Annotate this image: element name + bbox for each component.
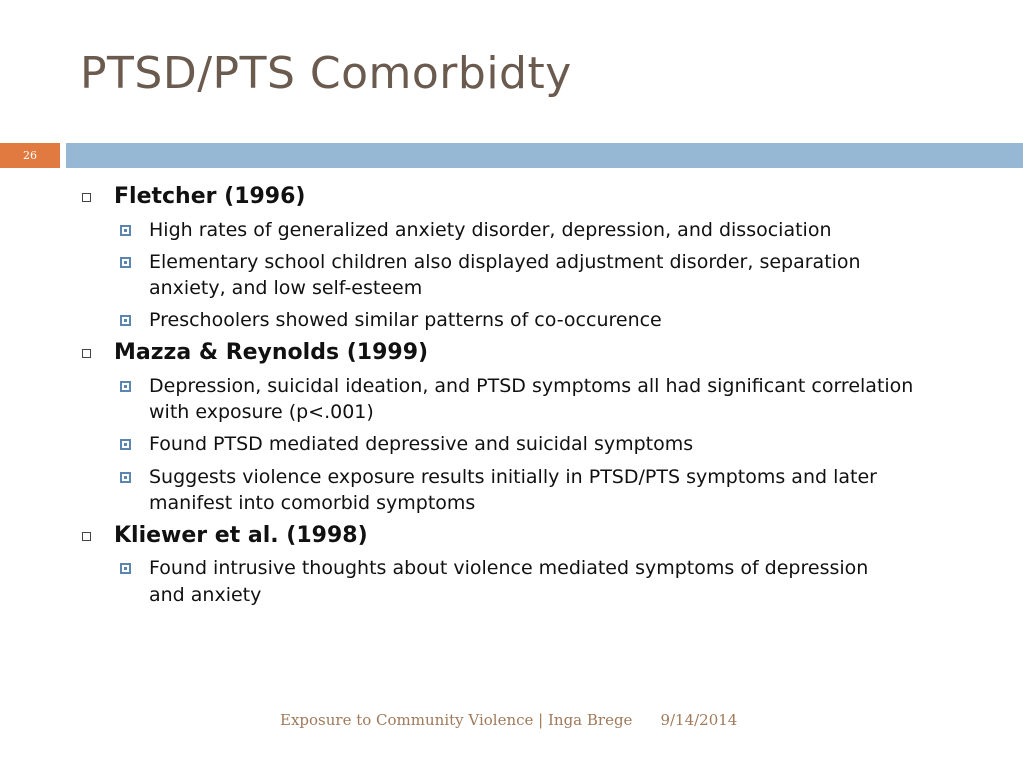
header-bar: [66, 143, 1023, 168]
footer-date: 9/14/2014: [660, 711, 738, 729]
footer-text: Exposure to Community Violence | Inga Brege: [280, 711, 633, 729]
slide-content: [82, 183, 982, 614]
bullet-point-text: Found intrusive thoughts about violence mediated symptoms of depression and anxiety: [149, 557, 869, 606]
section-heading-text: Mazza & Reynolds (1999): [114, 340, 429, 366]
slide-footer: [280, 711, 737, 729]
bullet-point-text: Depression, suicidal ideation, and PTSD symptoms all had significant correlation with exposure (p<.001): [149, 374, 914, 424]
square-dot-bullet-icon: [120, 257, 131, 268]
bullet-point: [120, 307, 982, 333]
bullet-point: [120, 555, 982, 607]
square-outline-bullet-icon: [82, 532, 91, 541]
section-heading: [82, 183, 982, 211]
square-outline-bullet-icon: [82, 193, 91, 202]
bullet-point-text: Preschoolers showed similar patterns of co-occurence: [149, 309, 662, 332]
bullet-point-text: Suggests violence exposure results initially in PTSD/PTS symptoms and later manifest into comorbid symptoms: [149, 465, 877, 514]
section-heading: [82, 339, 982, 367]
section-heading-text: Kliewer et al. (1998): [114, 522, 368, 548]
bullet-point: [120, 373, 982, 425]
slide-number: 26: [0, 143, 60, 168]
section-fletcher: [82, 183, 982, 333]
square-dot-bullet-icon: [120, 472, 131, 483]
section-heading-text: Fletcher (1996): [114, 184, 306, 209]
square-dot-bullet-icon: [120, 381, 131, 392]
section-kliewer: [82, 522, 982, 608]
square-dot-bullet-icon: [120, 225, 131, 236]
bullet-point: [120, 431, 982, 457]
bullet-point: [120, 249, 982, 301]
square-dot-bullet-icon: [120, 563, 131, 574]
bullet-point-text: Found PTSD mediated depressive and suicidal symptoms: [149, 433, 694, 456]
section-mazza-reynolds: [82, 339, 982, 516]
bullet-point-text: High rates of generalized anxiety disorder, depression, and dissociation: [149, 218, 832, 241]
bullet-point-text: Elementary school children also displayed adjustment disorder, separation anxiety, and low self-esteem: [149, 250, 861, 299]
section-heading: [82, 522, 982, 550]
slide-title: PTSD/PTS Comorbidty: [80, 48, 572, 99]
bullet-point: [120, 464, 982, 516]
square-outline-bullet-icon: [82, 349, 91, 358]
square-dot-bullet-icon: [120, 315, 131, 326]
square-dot-bullet-icon: [120, 439, 131, 450]
bullet-point: [120, 217, 982, 243]
